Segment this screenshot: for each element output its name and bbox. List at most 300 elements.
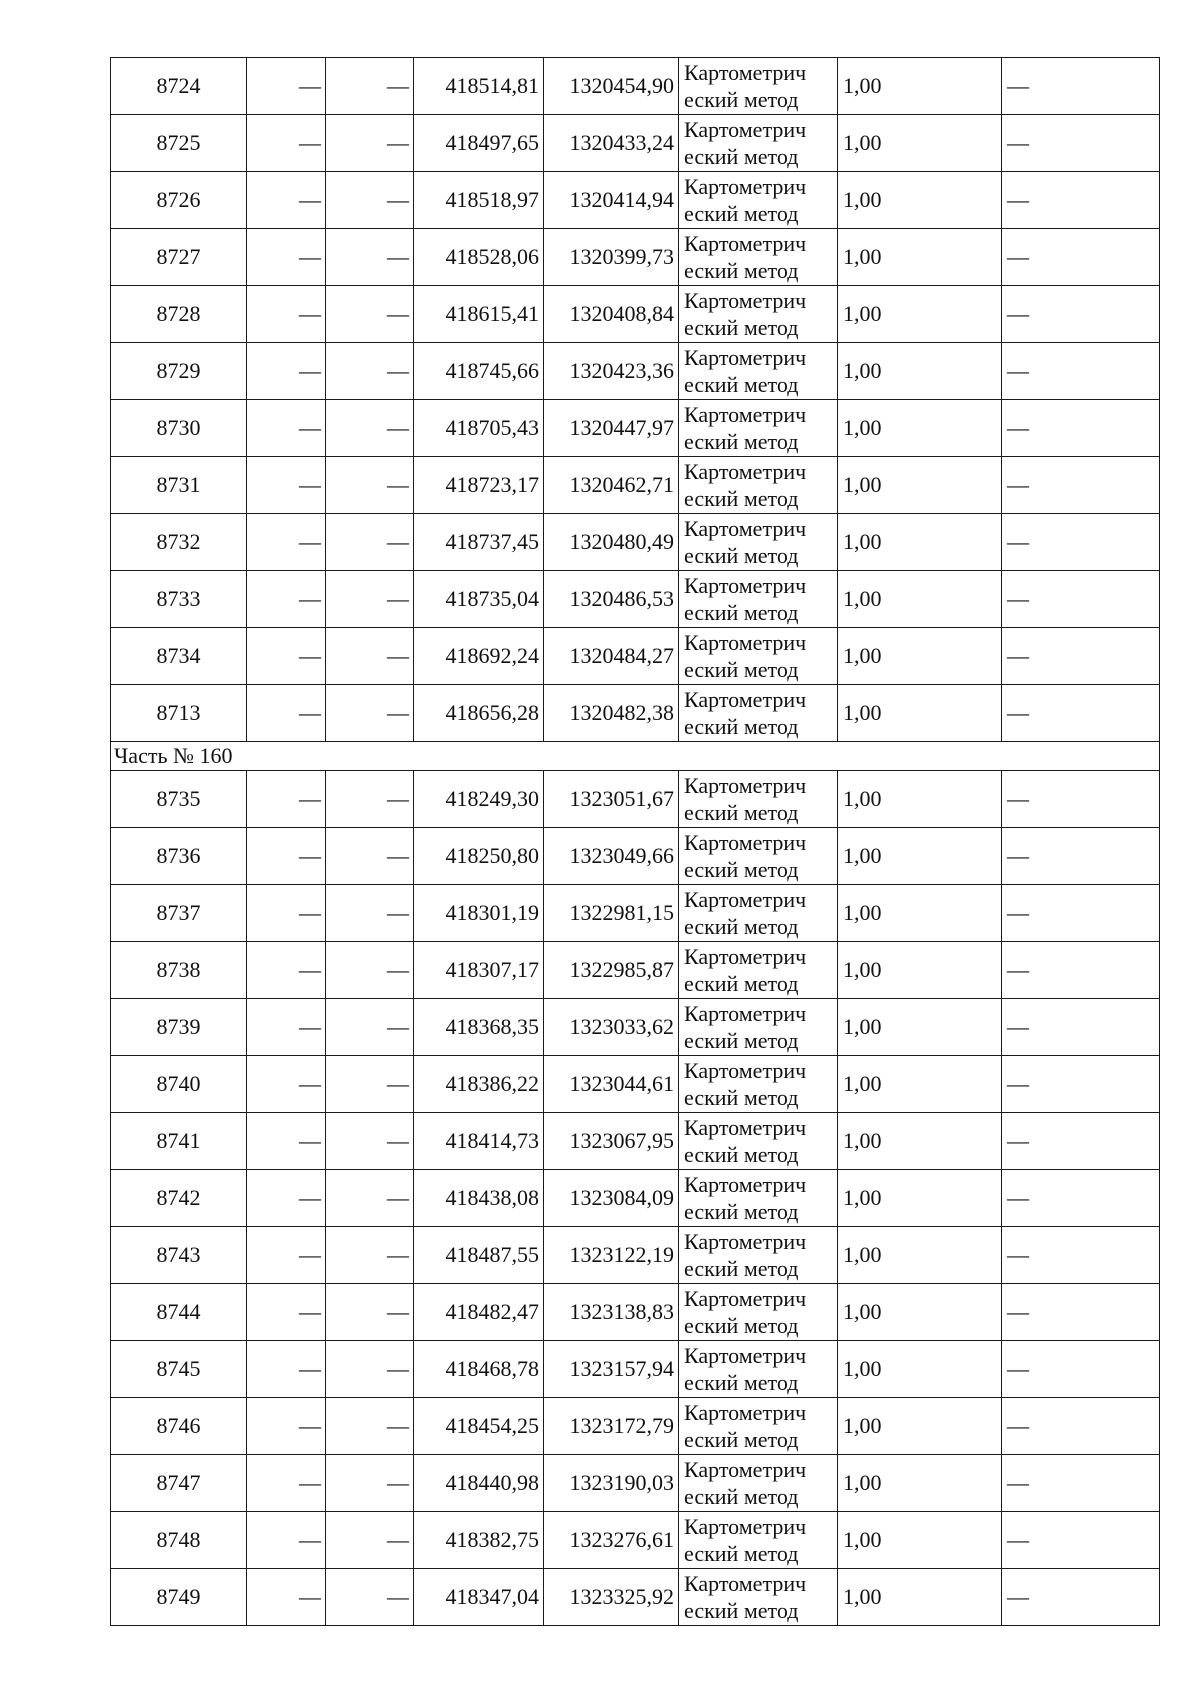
x-coordinate-cell: 418301,19 (414, 885, 544, 942)
old-y-cell: — (326, 942, 414, 999)
precision-cell: 1,00 (838, 1341, 1002, 1398)
y-coordinate-cell: 1322985,87 (544, 942, 679, 999)
old-y-cell: — (326, 1398, 414, 1455)
method-cell (679, 1284, 838, 1341)
method-line-2: еский метод (684, 1256, 799, 1281)
method-line-2: еский метод (684, 201, 799, 226)
table-row (111, 115, 1160, 172)
old-y-cell: — (326, 115, 414, 172)
old-x-cell: — (247, 1056, 326, 1113)
old-x-cell: — (247, 828, 326, 885)
method-line-1: Картометрич (684, 630, 807, 655)
y-coordinate-cell: 1320462,71 (544, 457, 679, 514)
description-cell: — (1002, 999, 1160, 1056)
old-x-cell: — (247, 1284, 326, 1341)
method-cell (679, 115, 838, 172)
y-coordinate-cell: 1320414,94 (544, 172, 679, 229)
old-x-cell: — (247, 942, 326, 999)
method-line-2: еский метод (684, 87, 799, 112)
table-row (111, 885, 1160, 942)
precision-cell: 1,00 (838, 885, 1002, 942)
method-line-1: Картометрич (684, 1400, 807, 1425)
description-cell: — (1002, 1512, 1160, 1569)
description-cell: — (1002, 1227, 1160, 1284)
y-coordinate-cell: 1323138,83 (544, 1284, 679, 1341)
description-cell: — (1002, 628, 1160, 685)
method-line-1: Картометрич (684, 830, 807, 855)
old-x-cell: — (247, 1569, 326, 1626)
precision-cell: 1,00 (838, 343, 1002, 400)
old-y-cell: — (326, 1569, 414, 1626)
description-cell: — (1002, 685, 1160, 742)
x-coordinate-cell: 418382,75 (414, 1512, 544, 1569)
method-line-2: еский метод (684, 372, 799, 397)
precision-cell: 1,00 (838, 172, 1002, 229)
precision-cell: 1,00 (838, 457, 1002, 514)
method-line-1: Картометрич (684, 459, 807, 484)
old-x-cell: — (247, 628, 326, 685)
precision-cell: 1,00 (838, 115, 1002, 172)
method-line-1: Картометрич (684, 687, 807, 712)
old-y-cell: — (326, 229, 414, 286)
x-coordinate-cell: 418307,17 (414, 942, 544, 999)
table-row (111, 1398, 1160, 1455)
method-cell (679, 1455, 838, 1512)
old-y-cell: — (326, 771, 414, 828)
table-row (111, 1284, 1160, 1341)
precision-cell: 1,00 (838, 685, 1002, 742)
x-coordinate-cell: 418487,55 (414, 1227, 544, 1284)
point-number-cell: 8732 (111, 514, 247, 571)
method-cell (679, 514, 838, 571)
table-row (111, 771, 1160, 828)
method-cell (679, 685, 838, 742)
table-row (111, 343, 1160, 400)
old-x-cell: — (247, 1170, 326, 1227)
method-line-1: Картометрич (684, 1058, 807, 1083)
x-coordinate-cell: 418249,30 (414, 771, 544, 828)
method-line-2: еский метод (684, 800, 799, 825)
old-x-cell: — (247, 514, 326, 571)
old-y-cell: — (326, 1284, 414, 1341)
method-line-2: еский метод (684, 857, 799, 882)
old-x-cell: — (247, 885, 326, 942)
method-line-2: еский метод (684, 914, 799, 939)
point-number-cell: 8735 (111, 771, 247, 828)
method-line-2: еский метод (684, 144, 799, 169)
method-cell (679, 1341, 838, 1398)
table-row (111, 1512, 1160, 1569)
method-cell (679, 571, 838, 628)
method-line-2: еский метод (684, 1598, 799, 1623)
precision-cell: 1,00 (838, 1113, 1002, 1170)
precision-cell: 1,00 (838, 1056, 1002, 1113)
method-cell (679, 457, 838, 514)
y-coordinate-cell: 1320433,24 (544, 115, 679, 172)
description-cell: — (1002, 1113, 1160, 1170)
table-row (111, 571, 1160, 628)
precision-cell: 1,00 (838, 58, 1002, 115)
description-cell: — (1002, 457, 1160, 514)
old-y-cell: — (326, 571, 414, 628)
point-number-cell: 8746 (111, 1398, 247, 1455)
table-row (111, 286, 1160, 343)
old-x-cell: — (247, 457, 326, 514)
x-coordinate-cell: 418454,25 (414, 1398, 544, 1455)
old-x-cell: — (247, 229, 326, 286)
x-coordinate-cell: 418656,28 (414, 685, 544, 742)
old-x-cell: — (247, 1227, 326, 1284)
y-coordinate-cell: 1323049,66 (544, 828, 679, 885)
x-coordinate-cell: 418497,65 (414, 115, 544, 172)
old-y-cell: — (326, 400, 414, 457)
y-coordinate-cell: 1323044,61 (544, 1056, 679, 1113)
precision-cell: 1,00 (838, 942, 1002, 999)
precision-cell: 1,00 (838, 229, 1002, 286)
method-cell (679, 1569, 838, 1626)
method-line-2: еский метод (684, 1028, 799, 1053)
method-cell (679, 1512, 838, 1569)
table-row (111, 999, 1160, 1056)
y-coordinate-cell: 1323190,03 (544, 1455, 679, 1512)
old-y-cell: — (326, 457, 414, 514)
old-y-cell: — (326, 1455, 414, 1512)
description-cell: — (1002, 343, 1160, 400)
point-number-cell: 8713 (111, 685, 247, 742)
method-cell (679, 286, 838, 343)
description-cell: — (1002, 172, 1160, 229)
point-number-cell: 8745 (111, 1341, 247, 1398)
description-cell: — (1002, 1170, 1160, 1227)
precision-cell: 1,00 (838, 1455, 1002, 1512)
table-row (111, 685, 1160, 742)
old-y-cell: — (326, 286, 414, 343)
old-y-cell: — (326, 1227, 414, 1284)
x-coordinate-cell: 418745,66 (414, 343, 544, 400)
old-x-cell: — (247, 172, 326, 229)
old-y-cell: — (326, 172, 414, 229)
point-number-cell: 8738 (111, 942, 247, 999)
precision-cell: 1,00 (838, 514, 1002, 571)
x-coordinate-cell: 418723,17 (414, 457, 544, 514)
method-cell (679, 1113, 838, 1170)
table-row (111, 1455, 1160, 1512)
section-heading: Часть № 160 (111, 742, 1160, 771)
description-cell: — (1002, 229, 1160, 286)
point-number-cell: 8726 (111, 172, 247, 229)
method-line-1: Картометрич (684, 174, 807, 199)
table-row (111, 58, 1160, 115)
point-number-cell: 8731 (111, 457, 247, 514)
table-row (111, 1113, 1160, 1170)
old-y-cell: — (326, 1056, 414, 1113)
y-coordinate-cell: 1323172,79 (544, 1398, 679, 1455)
method-cell (679, 343, 838, 400)
old-x-cell: — (247, 771, 326, 828)
y-coordinate-cell: 1320454,90 (544, 58, 679, 115)
old-y-cell: — (326, 514, 414, 571)
description-cell: — (1002, 942, 1160, 999)
point-number-cell: 8733 (111, 571, 247, 628)
old-y-cell: — (326, 885, 414, 942)
old-y-cell: — (326, 828, 414, 885)
method-line-2: еский метод (684, 1199, 799, 1224)
point-number-cell: 8729 (111, 343, 247, 400)
old-x-cell: — (247, 343, 326, 400)
y-coordinate-cell: 1323122,19 (544, 1227, 679, 1284)
method-line-1: Картометрич (684, 345, 807, 370)
method-line-2: еский метод (684, 429, 799, 454)
table-row (111, 1341, 1160, 1398)
method-line-2: еский метод (684, 1484, 799, 1509)
old-x-cell: — (247, 400, 326, 457)
y-coordinate-cell: 1320484,27 (544, 628, 679, 685)
old-y-cell: — (326, 999, 414, 1056)
method-cell (679, 58, 838, 115)
method-cell (679, 999, 838, 1056)
y-coordinate-cell: 1323067,95 (544, 1113, 679, 1170)
table-row (111, 229, 1160, 286)
description-cell: — (1002, 1284, 1160, 1341)
x-coordinate-cell: 418735,04 (414, 571, 544, 628)
coordinates-table-body (111, 58, 1160, 1626)
y-coordinate-cell: 1323033,62 (544, 999, 679, 1056)
table-row (111, 1227, 1160, 1284)
precision-cell: 1,00 (838, 400, 1002, 457)
method-line-1: Картометрич (684, 1229, 807, 1254)
method-cell (679, 172, 838, 229)
method-cell (679, 885, 838, 942)
y-coordinate-cell: 1322981,15 (544, 885, 679, 942)
y-coordinate-cell: 1320399,73 (544, 229, 679, 286)
y-coordinate-cell: 1320480,49 (544, 514, 679, 571)
precision-cell: 1,00 (838, 828, 1002, 885)
method-line-1: Картометрич (684, 231, 807, 256)
point-number-cell: 8742 (111, 1170, 247, 1227)
method-line-1: Картометрич (684, 516, 807, 541)
point-number-cell: 8739 (111, 999, 247, 1056)
method-cell (679, 828, 838, 885)
point-number-cell: 8730 (111, 400, 247, 457)
method-line-1: Картометрич (684, 773, 807, 798)
method-line-1: Картометрич (684, 1571, 807, 1596)
precision-cell: 1,00 (838, 1170, 1002, 1227)
y-coordinate-cell: 1320423,36 (544, 343, 679, 400)
method-line-1: Картометрич (684, 402, 807, 427)
method-line-1: Картометрич (684, 1457, 807, 1482)
x-coordinate-cell: 418514,81 (414, 58, 544, 115)
old-y-cell: — (326, 628, 414, 685)
description-cell: — (1002, 1569, 1160, 1626)
method-line-1: Картометрич (684, 573, 807, 598)
old-x-cell: — (247, 571, 326, 628)
method-line-2: еский метод (684, 714, 799, 739)
description-cell: — (1002, 1455, 1160, 1512)
x-coordinate-cell: 418440,98 (414, 1455, 544, 1512)
method-cell (679, 1170, 838, 1227)
precision-cell: 1,00 (838, 286, 1002, 343)
old-y-cell: — (326, 1170, 414, 1227)
method-line-2: еский метод (684, 258, 799, 283)
x-coordinate-cell: 418737,45 (414, 514, 544, 571)
point-number-cell: 8743 (111, 1227, 247, 1284)
method-line-2: еский метод (684, 1541, 799, 1566)
x-coordinate-cell: 418386,22 (414, 1056, 544, 1113)
old-x-cell: — (247, 1398, 326, 1455)
section-heading-row (111, 742, 1160, 771)
old-y-cell: — (326, 58, 414, 115)
method-cell (679, 628, 838, 685)
x-coordinate-cell: 418615,41 (414, 286, 544, 343)
method-cell (679, 1056, 838, 1113)
table-row (111, 457, 1160, 514)
method-cell (679, 400, 838, 457)
table-row (111, 1569, 1160, 1626)
old-x-cell: — (247, 685, 326, 742)
old-y-cell: — (326, 1113, 414, 1170)
precision-cell: 1,00 (838, 999, 1002, 1056)
table-row (111, 1056, 1160, 1113)
description-cell: — (1002, 58, 1160, 115)
table-row (111, 172, 1160, 229)
method-line-1: Картометрич (684, 1514, 807, 1539)
method-line-2: еский метод (684, 600, 799, 625)
method-line-2: еский метод (684, 1085, 799, 1110)
old-x-cell: — (247, 58, 326, 115)
description-cell: — (1002, 1398, 1160, 1455)
point-number-cell: 8740 (111, 1056, 247, 1113)
method-cell (679, 1227, 838, 1284)
old-x-cell: — (247, 1113, 326, 1170)
old-y-cell: — (326, 343, 414, 400)
table-row (111, 400, 1160, 457)
precision-cell: 1,00 (838, 571, 1002, 628)
point-number-cell: 8747 (111, 1455, 247, 1512)
method-cell (679, 942, 838, 999)
point-number-cell: 8734 (111, 628, 247, 685)
point-number-cell: 8749 (111, 1569, 247, 1626)
y-coordinate-cell: 1320408,84 (544, 286, 679, 343)
method-line-1: Картометрич (684, 1172, 807, 1197)
x-coordinate-cell: 418438,08 (414, 1170, 544, 1227)
method-line-1: Картометрич (684, 1286, 807, 1311)
old-y-cell: — (326, 1512, 414, 1569)
method-line-1: Картометрич (684, 288, 807, 313)
x-coordinate-cell: 418347,04 (414, 1569, 544, 1626)
point-number-cell: 8748 (111, 1512, 247, 1569)
method-line-1: Картометрич (684, 117, 807, 142)
old-y-cell: — (326, 685, 414, 742)
y-coordinate-cell: 1323276,61 (544, 1512, 679, 1569)
method-cell (679, 229, 838, 286)
method-line-1: Картометрич (684, 1115, 807, 1140)
y-coordinate-cell: 1323084,09 (544, 1170, 679, 1227)
x-coordinate-cell: 418250,80 (414, 828, 544, 885)
method-line-2: еский метод (684, 1313, 799, 1338)
point-number-cell: 8736 (111, 828, 247, 885)
method-line-1: Картометрич (684, 60, 807, 85)
y-coordinate-cell: 1320486,53 (544, 571, 679, 628)
method-line-1: Картометрич (684, 1343, 807, 1368)
method-line-2: еский метод (684, 971, 799, 996)
point-number-cell: 8741 (111, 1113, 247, 1170)
x-coordinate-cell: 418368,35 (414, 999, 544, 1056)
x-coordinate-cell: 418705,43 (414, 400, 544, 457)
method-line-1: Картометрич (684, 944, 807, 969)
x-coordinate-cell: 418468,78 (414, 1341, 544, 1398)
method-line-2: еский метод (684, 1370, 799, 1395)
x-coordinate-cell: 418528,06 (414, 229, 544, 286)
old-x-cell: — (247, 286, 326, 343)
x-coordinate-cell: 418482,47 (414, 1284, 544, 1341)
point-number-cell: 8737 (111, 885, 247, 942)
coordinates-table (110, 57, 1160, 1626)
method-line-2: еский метод (684, 315, 799, 340)
method-cell (679, 771, 838, 828)
description-cell: — (1002, 885, 1160, 942)
precision-cell: 1,00 (838, 771, 1002, 828)
y-coordinate-cell: 1320447,97 (544, 400, 679, 457)
description-cell: — (1002, 286, 1160, 343)
precision-cell: 1,00 (838, 1284, 1002, 1341)
point-number-cell: 8728 (111, 286, 247, 343)
precision-cell: 1,00 (838, 1398, 1002, 1455)
table-row (111, 514, 1160, 571)
description-cell: — (1002, 771, 1160, 828)
table-row (111, 1170, 1160, 1227)
description-cell: — (1002, 1341, 1160, 1398)
old-x-cell: — (247, 999, 326, 1056)
description-cell: — (1002, 1056, 1160, 1113)
y-coordinate-cell: 1323325,92 (544, 1569, 679, 1626)
precision-cell: 1,00 (838, 628, 1002, 685)
table-row (111, 828, 1160, 885)
old-y-cell: — (326, 1341, 414, 1398)
method-line-1: Картометрич (684, 1001, 807, 1026)
old-x-cell: — (247, 1341, 326, 1398)
description-cell: — (1002, 115, 1160, 172)
precision-cell: 1,00 (838, 1227, 1002, 1284)
point-number-cell: 8727 (111, 229, 247, 286)
table-row (111, 628, 1160, 685)
description-cell: — (1002, 514, 1160, 571)
method-cell (679, 1398, 838, 1455)
description-cell: — (1002, 571, 1160, 628)
old-x-cell: — (247, 115, 326, 172)
description-cell: — (1002, 828, 1160, 885)
precision-cell: 1,00 (838, 1512, 1002, 1569)
method-line-2: еский метод (684, 1427, 799, 1452)
y-coordinate-cell: 1323051,67 (544, 771, 679, 828)
y-coordinate-cell: 1320482,38 (544, 685, 679, 742)
point-number-cell: 8724 (111, 58, 247, 115)
method-line-2: еский метод (684, 1142, 799, 1167)
description-cell: — (1002, 400, 1160, 457)
old-x-cell: — (247, 1512, 326, 1569)
method-line-1: Картометрич (684, 887, 807, 912)
y-coordinate-cell: 1323157,94 (544, 1341, 679, 1398)
x-coordinate-cell: 418692,24 (414, 628, 544, 685)
point-number-cell: 8744 (111, 1284, 247, 1341)
point-number-cell: 8725 (111, 115, 247, 172)
table-row (111, 942, 1160, 999)
method-line-2: еский метод (684, 486, 799, 511)
precision-cell: 1,00 (838, 1569, 1002, 1626)
method-line-2: еский метод (684, 543, 799, 568)
method-line-2: еский метод (684, 657, 799, 682)
x-coordinate-cell: 418414,73 (414, 1113, 544, 1170)
x-coordinate-cell: 418518,97 (414, 172, 544, 229)
